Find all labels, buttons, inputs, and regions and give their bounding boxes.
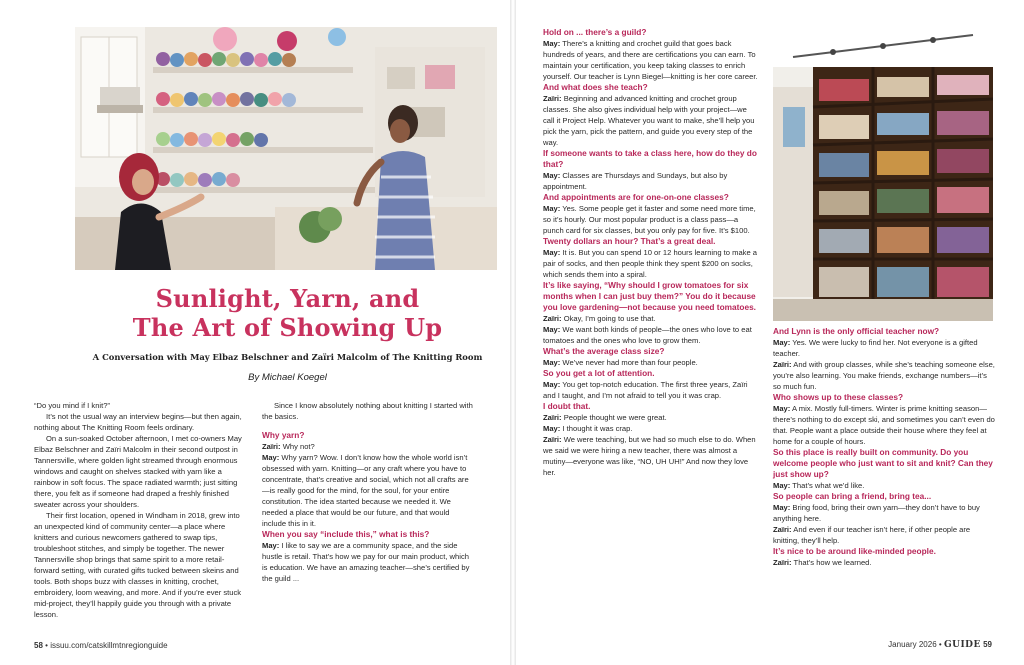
answer-text: We’ve never had more than four people.	[560, 358, 698, 367]
answer	[543, 247, 758, 280]
speaker: May:	[543, 204, 561, 213]
answer-text: Why yarn? Wow. I don’t know how the whole world isn’t obsessed with yarn. Knitting—or any craft where you have to concentrate, that’s creative and social, which not all crafts are—is really good for the mind, for the soul, for your entire constitution. The idea started because we needed it. We needed a place that would be our future, and that would include this in it.	[262, 453, 469, 528]
intro-paragraph: “Do you mind if I knit?”	[34, 401, 110, 410]
answer	[543, 379, 758, 401]
answer-text: There’s a knitting and crochet guild that goes back hundreds of years, and there are certifications you can earn. To maintain your certification, you keep taking classes to enrich yourself. Our teacher is Lynn Biegel—knitting is her core career.	[543, 39, 758, 81]
answer	[543, 423, 758, 434]
answer	[773, 337, 995, 359]
speaker: May:	[773, 481, 791, 490]
qa-block	[262, 529, 475, 584]
qa-block	[543, 192, 758, 236]
question: So people can bring a friend, bring tea...	[773, 491, 932, 501]
speaker: May:	[262, 453, 280, 462]
interview-column-4	[773, 326, 995, 568]
speaker: Zaïri:	[262, 442, 281, 451]
answer	[543, 313, 758, 324]
question: Twenty dollars an hour? That’s a great deal.	[543, 236, 716, 246]
answer	[543, 434, 758, 478]
qa-block	[543, 236, 758, 280]
answer	[543, 170, 758, 192]
answer-text: That’s how we learned.	[791, 558, 872, 567]
question: When you say “include this,” what is this?	[262, 529, 430, 539]
speaker: May:	[543, 325, 561, 334]
question: What’s the average class size?	[543, 346, 665, 356]
answer	[773, 524, 995, 546]
answer-text: That’s what we’d like.	[790, 481, 865, 490]
qa-block	[773, 546, 995, 568]
intro-paragraph: It’s not the usual way an interview begins—but then again, nothing about The Knitting Room feels ordinary.	[34, 412, 242, 432]
answer	[543, 324, 758, 346]
intro-paragraph: Since I know absolutely nothing about knitting I started with the basics.	[262, 401, 473, 421]
qa-block	[773, 392, 995, 447]
answer-text: Okay, I’m going to use that.	[561, 314, 656, 323]
speaker: May:	[262, 541, 280, 550]
article-headline	[75, 284, 500, 342]
qa-block	[543, 401, 758, 478]
question: If someone wants to take a class here, how do they do that?	[543, 148, 757, 169]
answer	[262, 452, 475, 529]
headline-line-2: The Art of Showing Up	[132, 313, 443, 342]
qa-block	[543, 368, 758, 401]
question: And what does she teach?	[543, 82, 648, 92]
answer-text: I like to say we are a community space, and the side hustle is retail. That’s how we pay for our main product, which is education. We have an amazing teacher—she’s certified by the guild ...	[262, 541, 470, 583]
answer-text: A mix. Mostly full-timers. Winter is prime knitting season—there’s nothing to do except ski, and sometimes you can’t even do that. People want a place outside their house where they feel at home for a couple of hours.	[773, 404, 995, 446]
answer	[773, 557, 995, 568]
answer-text: Yes. We were lucky to find her. Not everyone is a gifted teacher.	[773, 338, 978, 358]
speaker: Zaïri:	[773, 558, 792, 567]
speaker: May:	[773, 404, 791, 413]
footer-site-url: issuu.com/catskillmtnregionguide	[50, 641, 168, 650]
magazine-brand: GUIDE	[943, 640, 981, 650]
question: I doubt that.	[543, 401, 591, 411]
question: And appointments are for one-on-one classes?	[543, 192, 729, 202]
answer	[543, 38, 758, 82]
page-gutter	[510, 0, 516, 665]
yarn-wall-photo	[773, 27, 993, 321]
question: Who shows up to these classes?	[773, 392, 904, 402]
speaker: May:	[543, 171, 561, 180]
qa-block	[543, 346, 758, 368]
speaker: May:	[773, 503, 791, 512]
answer-text: I thought it was crap.	[560, 424, 633, 433]
speaker: May:	[543, 424, 561, 433]
question: Why yarn?	[262, 430, 305, 440]
answer-text: Beginning and advanced knitting and crochet group classes. She also gives individual help with your project—we call it Project Help. Whatever you want to make, she’ll help you pick the yarn, pick the pattern, and guide you every step of the way.	[543, 94, 755, 147]
right-page-footer	[888, 640, 992, 650]
answer	[773, 502, 995, 524]
qa-block	[773, 447, 995, 491]
speaker: Zaïri:	[543, 413, 562, 422]
footer-issue-date: January 2026	[888, 640, 937, 649]
headline-line-1: Sunlight, Yarn, and	[155, 284, 420, 313]
answer-text: Classes are Thursdays and Sundays, but also by appointment.	[543, 171, 728, 191]
answer	[262, 540, 475, 584]
intro-paragraph: Their first location, opened in Windham in 2018, grew into an unexpected kind of community center—a place where knitters and curious newcomers gathered to swap tips, troubleshoot stitches, and simply be together. The newer Tannersville shop brings that same spirit to a more retail-forward setting, with curated gifts tucked between skeins and tools. Both shops buzz with classes in knitting, crochet, embroidery, loom weaving, and more. And if you’re ever stuck mid-project, they’ll happily guide you through with a private lesson.	[34, 511, 242, 619]
answer-text: People thought we were great.	[561, 413, 667, 422]
intro-column	[34, 400, 244, 620]
answer-text: It is. But you can spend 10 or 12 hours learning to make a pair of socks, and then people think they spent $200 on socks, which sends them into a spiral.	[543, 248, 758, 279]
speaker: May:	[543, 39, 561, 48]
answer-text: And even if our teacher isn’t here, if other people are knitting, they’ll help.	[773, 525, 971, 545]
question: It’s like saying, “Why should I grow tomatoes for six months when I can just buy them?” You do it because you love gardening—not because you need tomatoes.	[543, 280, 756, 312]
speaker: Zaïri:	[773, 360, 792, 369]
speaker: May:	[543, 358, 561, 367]
answer-text: Yes. Some people get it faster and some need more time, so it’s hourly. Our most popular product is a class pass—a punch card for six classes, but you only pay for five. It’s $100.	[543, 204, 756, 235]
left-page-number: 58	[34, 641, 43, 650]
qa-block	[543, 148, 758, 192]
footer-bullet: •	[45, 641, 48, 650]
speaker: Zaïri:	[543, 94, 562, 103]
qa-block	[543, 82, 758, 148]
answer-text: We want both kinds of people—the ones who love to eat tomatoes and the ones who love to grow them.	[543, 325, 752, 345]
footer-bullet: •	[938, 640, 942, 649]
question: So you get a lot of attention.	[543, 368, 655, 378]
answer	[543, 93, 758, 148]
interview-column-3	[543, 27, 758, 478]
speaker: May:	[543, 248, 561, 257]
question: And Lynn is the only official teacher now?	[773, 326, 940, 336]
answer	[773, 480, 995, 491]
answer	[543, 203, 758, 236]
intro-paragraph: On a sun-soaked October afternoon, I met co-owners May Elbaz Belschner and Zaïri Malcolm in their second outpost in Tannersville, where golden light streamed through enormous windows and caught on shelves stacked with yarn like a rainbow in soft focus. The space radiated warmth; just sitting there, you felt as if someone had draped a freshly finished sweater across your shoulders.	[34, 434, 242, 509]
article-byline: By Michael Koegel	[248, 372, 327, 383]
shop-owners-photo	[75, 27, 497, 270]
interview-column-2	[262, 400, 475, 584]
answer-text: We were teaching, but we had so much else to do. When we said we were hiring a new teacher, there was almost a mutiny—everyone was like, “NO, UH UH!” And now they love her.	[543, 435, 756, 477]
answer-text: And with group classes, while she’s teaching someone else, you’re also learning. You make friends, exchange numbers—it’s so much fun.	[773, 360, 995, 391]
answer-text: Bring food, bring their own yarn—they don’t have to buy anything here.	[773, 503, 980, 523]
answer-text: Why not?	[280, 442, 315, 451]
question: Hold on ... there’s a guild?	[543, 27, 647, 37]
left-page-footer	[34, 641, 168, 650]
answer	[773, 359, 995, 392]
answer-text: You get top-notch education. The first three years, Zaïri and I taught, and I’m not afraid to tell you it was crap.	[543, 380, 748, 400]
answer	[543, 357, 758, 368]
qa-block	[543, 280, 758, 346]
question: So this place is really built on community. Do you welcome people who just want to sit and knit? Can they just show up?	[773, 447, 993, 479]
qa-block	[543, 27, 758, 82]
answer	[543, 412, 758, 423]
qa-block	[262, 430, 475, 529]
answer	[262, 441, 475, 452]
speaker: Zaïri:	[543, 314, 562, 323]
speaker: Zaïri:	[543, 435, 562, 444]
speaker: May:	[773, 338, 791, 347]
speaker: May:	[543, 380, 561, 389]
article-dek: A Conversation with May Elbaz Belschner and Zaïri Malcolm of The Knitting Room	[92, 352, 483, 362]
qa-block	[773, 491, 995, 546]
answer	[773, 403, 995, 447]
right-page-number: 59	[983, 640, 992, 649]
speaker: Zaïri:	[773, 525, 792, 534]
question: It’s nice to be around like-minded people.	[773, 546, 936, 556]
qa-block	[773, 326, 995, 392]
